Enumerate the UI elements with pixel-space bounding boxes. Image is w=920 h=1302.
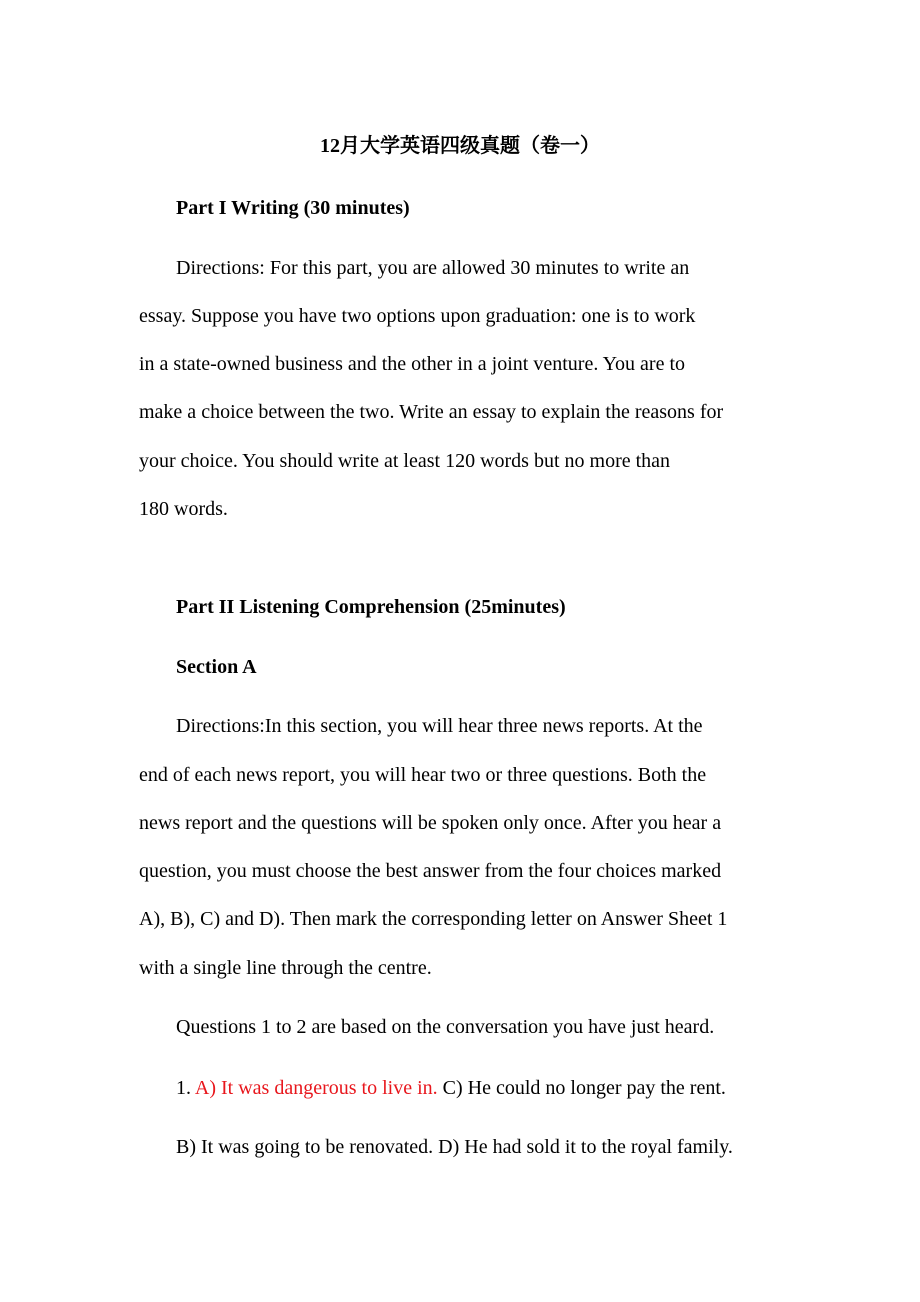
- part2-directions-line: news report and the questions will be spoken only once. After you hear a: [139, 812, 722, 834]
- part2-heading: Part II Listening Comprehension (25minutes): [176, 596, 566, 618]
- part1-directions-line: in a state-owned business and the other in a joint venture. You are to: [139, 353, 685, 375]
- question-number: 1.: [176, 1077, 195, 1099]
- page-title: 12月大学英语四级真题（卷一）: [320, 135, 600, 157]
- part1-heading: Part I Writing (30 minutes): [176, 197, 410, 219]
- part1-directions-line: make a choice between the two. Write an essay to explain the reasons for: [139, 401, 724, 423]
- part1-directions-line: essay. Suppose you have two options upon graduation: one is to work: [139, 305, 696, 327]
- question-1-row-1: [176, 1076, 726, 1100]
- part2-directions-line: A), B), C) and D). Then mark the corresponding letter on Answer Sheet 1: [139, 908, 728, 930]
- option-b: B) It was going to be renovated.: [176, 1136, 434, 1158]
- option-c: C) He could no longer pay the rent.: [437, 1077, 726, 1099]
- option-a-answer: A) It was dangerous to live in.: [194, 1077, 438, 1099]
- question-1-row-2: [176, 1135, 733, 1159]
- questions-intro: Questions 1 to 2 are based on the conversation you have just heard.: [176, 1016, 715, 1038]
- part1-directions-line: 180 words.: [139, 498, 228, 520]
- section-a-heading: Section A: [176, 656, 257, 678]
- part2-directions-line: end of each news report, you will hear two or three questions. Both the: [139, 764, 707, 786]
- part2-directions-line: question, you must choose the best answer from the four choices marked: [139, 860, 722, 882]
- part2-directions-line: Directions:In this section, you will hear three news reports. At the: [176, 715, 703, 737]
- option-d: D) He had sold it to the royal family.: [433, 1136, 733, 1158]
- part1-directions-line: your choice. You should write at least 120 words but no more than: [139, 450, 671, 472]
- part2-directions-line: with a single line through the centre.: [139, 957, 432, 979]
- part1-directions-line: Directions: For this part, you are allowed 30 minutes to write an: [176, 257, 690, 279]
